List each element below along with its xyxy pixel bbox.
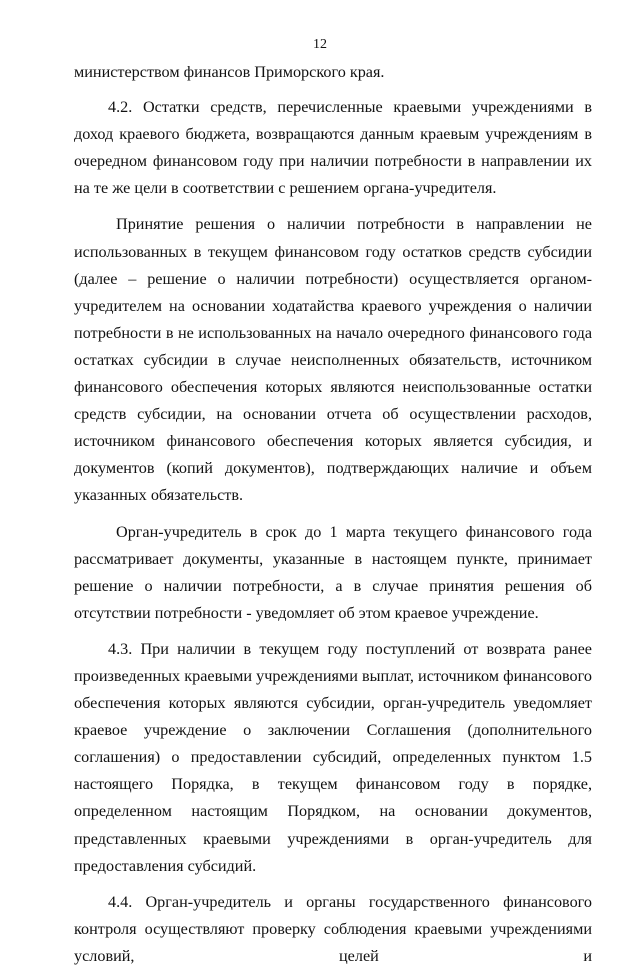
page-number: 12 <box>313 37 327 52</box>
paragraph-decision: Принятие решения о наличии потребности в направлении не использованных в текущем финансовом году остатков средств субсидии (далее – решение о наличии потребности) осуществляется органом-учредителем на основании ходатайства краевого учреждения о наличии потребности в не использованных на начало очередного финансового года остатках субсидии в случае неисполненных обязательств, источником финансового обеспечения которых являются неиспользованные остатки средств субсидии, на основании отчета об осуществлении расходов, источником финансового обеспечения которых является субсидия, и документов (копий документов), подтверждающих наличие и объем указанных обязательств. <box>74 215 592 505</box>
paragraph-review-deadline: Орган-учредитель в срок до 1 марта текущего финансового года рассматривает документы, указанные в настоящем пункте, принимает решение о наличии потребности, а в случае принятия решения об отсутствии потребности - уведомляет об этом краевое учреждение. <box>74 522 592 622</box>
paragraph-4-3: 4.3. При наличии в текущем году поступлений от возврата ранее произведенных краевыми учреждениями выплат, источником финансового обеспечения которых являются субсидии, орган-учредитель уведомляет краевое учреждение о заключении Соглашения (дополнительного соглашения) о предоставлении субсидий, определенных пунктом 1.5 настоящего Порядка, в текущем финансовом году в порядке, определенном настоящим Порядком, на основании документов, представленных краевыми учреждениями в орган-учредитель для предоставления субсидий. <box>74 639 592 875</box>
paragraph-continuation: министерством финансов Приморского края. <box>74 63 385 81</box>
document-body <box>74 59 592 970</box>
paragraph-4-4: 4.4. Орган-учредитель и органы государственного финансового контроля осуществляют проверку соблюдения краевыми учреждениями условий, целей и <box>74 892 592 965</box>
paragraph-4-2: 4.2. Остатки средств, перечисленные краевыми учреждениями в доход краевого бюджета, возвращаются данным краевым учреждениям в очередном финансовом году при наличии потребности в направлении их на те же цели в соответствии с решением органа-учредителя. <box>74 98 592 198</box>
